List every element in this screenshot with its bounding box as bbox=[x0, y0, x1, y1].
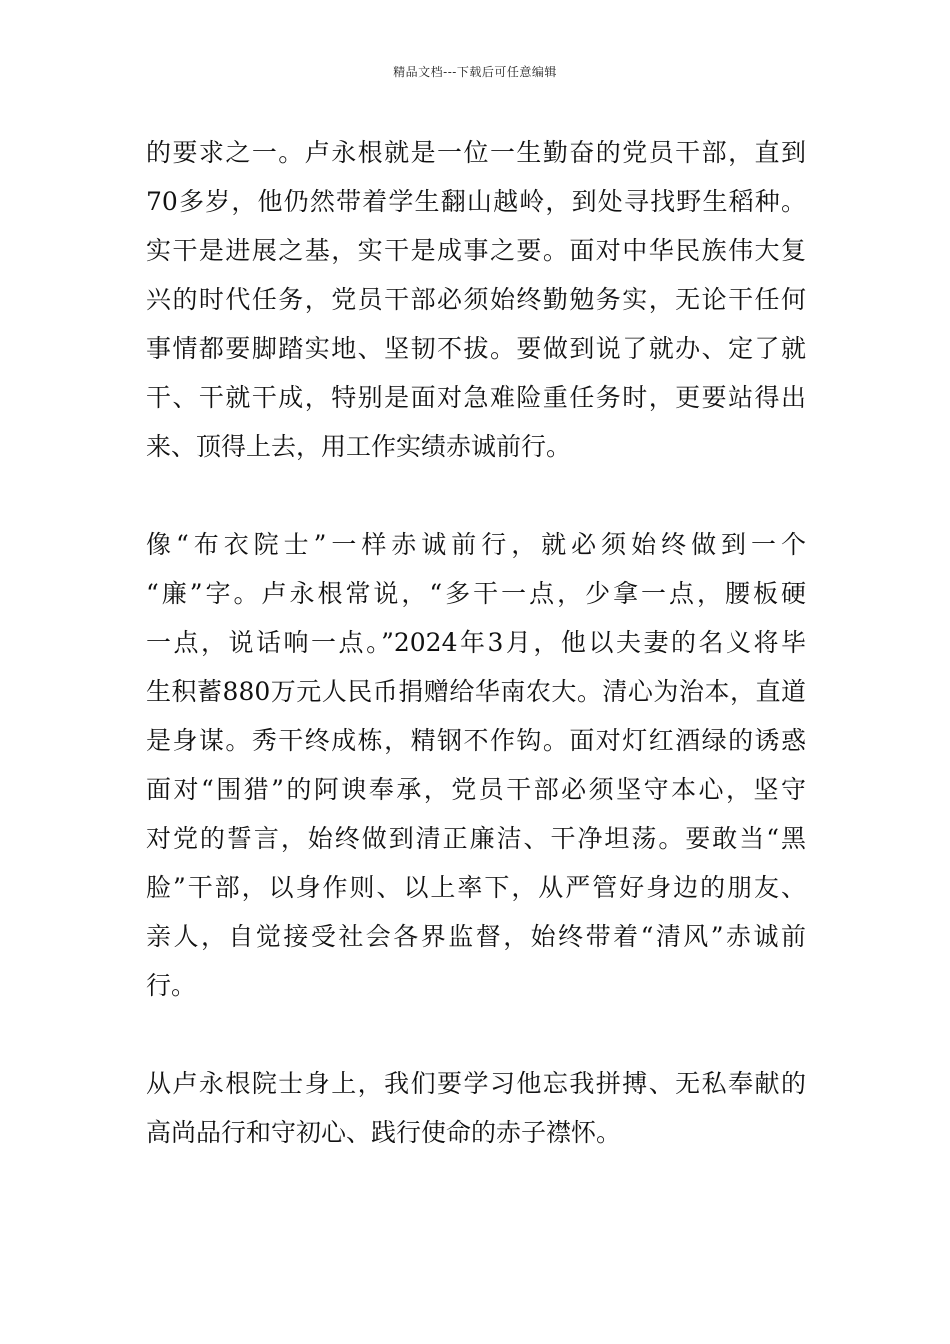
text-line: 的要求之一。卢永根就是一位一生勤奋的党员干部，直到 bbox=[146, 138, 806, 167]
text-line: 对党的誓言，始终做到清正廉洁、干净坦荡。要敢当“黑 bbox=[146, 824, 806, 853]
text-line: 行。 bbox=[146, 971, 197, 1000]
text-line: 生积蓄880万元人民币捐赠给华南农大。清心为治本，直道 bbox=[146, 677, 806, 706]
text-line: 事情都要脚踏实地、坚韧不拔。要做到说了就办、定了就 bbox=[146, 334, 806, 363]
paragraph-1 bbox=[146, 128, 806, 471]
text-line: 脸”干部，以身作则、以上率下，从严管好身边的朋友、 bbox=[146, 873, 806, 902]
text-line: 干、干就干成，特别是面对急难险重任务时，更要站得出 bbox=[146, 383, 806, 412]
paragraph-3 bbox=[146, 1059, 806, 1157]
text-line: 来、顶得上去，用工作实绩赤诚前行。 bbox=[146, 432, 572, 461]
text-line: 从卢永根院士身上，我们要学习他忘我拼搏、无私奉献的 bbox=[146, 1069, 806, 1098]
paragraph-2 bbox=[146, 520, 806, 1010]
paragraph-gap bbox=[146, 471, 806, 520]
text-line: 一点，说话响一点。”2024年3月，他以夫妻的名义将毕 bbox=[146, 628, 806, 657]
text-line: 亲人，自觉接受社会各界监督，始终带着“清风”赤诚前 bbox=[146, 922, 806, 951]
paragraph-gap bbox=[146, 1010, 806, 1059]
text-line: 兴的时代任务，党员干部必须始终勤勉务实，无论干任何 bbox=[146, 285, 806, 314]
text-line: 是身谋。秀干终成栋，精钢不作钩。面对灯红酒绿的诱惑 bbox=[146, 726, 806, 755]
text-line: “廉”字。卢永根常说，“多干一点，少拿一点，腰板硬 bbox=[146, 579, 806, 608]
text-line: 实干是进展之基，实干是成事之要。面对中华民族伟大复 bbox=[146, 236, 806, 265]
text-line: 高尚品行和守初心、践行使命的赤子襟怀。 bbox=[146, 1118, 622, 1147]
text-line: 70多岁，他仍然带着学生翻山越岭，到处寻找野生稻种。 bbox=[146, 187, 806, 216]
text-line: 像“布衣院士”一样赤诚前行，就必须始终做到一个 bbox=[146, 530, 806, 559]
document-body bbox=[146, 128, 806, 1157]
text-line: 面对“围猎”的阿谀奉承，党员干部必须坚守本心，坚守 bbox=[146, 775, 806, 804]
page-header: 精品文档---下载后可任意编辑 bbox=[393, 65, 557, 79]
